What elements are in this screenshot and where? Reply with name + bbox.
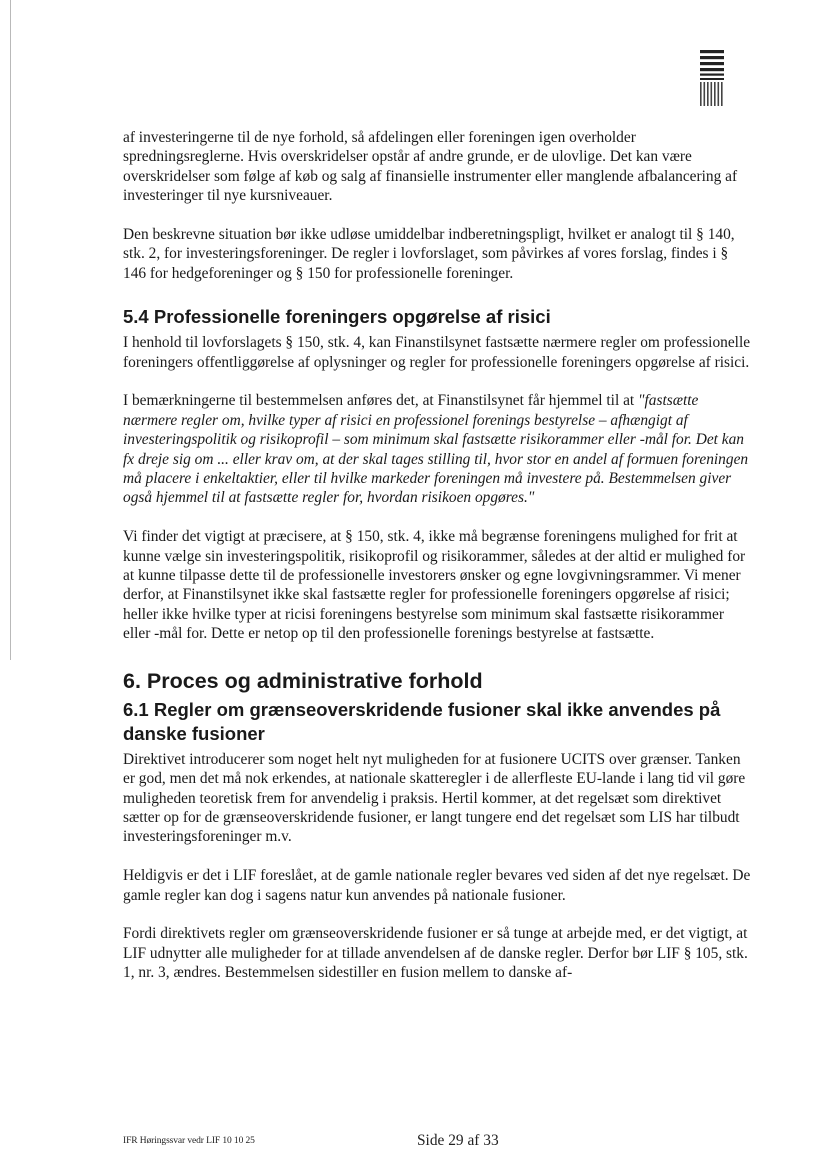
paragraph-our-position: Vi finder det vigtigt at præcisere, at § 150, stk. 4, ikke må begrænse foreningens mulighed for frit at kunne vælge sin investeringspolitik, risikoprofil og risikorammer, således at der altid er mulighed for at kunne tilpasse dette til de professionelle investorers ønsker og egne lovgivningsrammer. Vi mener derfor, at Finanstilsynet ikke skal fastsætte regler for professionelle foreningers opgørelse af risici; heller ikke hvilke typer at ricisi foreningens bestyrelse som minimum skal fastsætte risikorammer eller -mål for. Dette er netop op til den professionelle forenings bestyrelse at fastsætte. [123, 528, 746, 643]
remarks-quote-text: "fastsætte nærmere regler om, hvilke typer af risici en professionel forenings bestyrelse – afhængigt af investeringspolitik og risikoprofil – som minimum skal fastsætte risikorammer eller -mål for. Det kan fx dreje sig om ... eller krav om, at der skal tages stilling til, hvor stor en andel af formuen foreningen må placere i enkeltaktier, eller til hvilke markeder foreningen må investere på. Bestemmelsen giver også hjemmel til at fastsætte regler for, hvordan risikoen opgøres." [123, 392, 749, 507]
paragraph-risk-regulation: I henhold til lovforslagets § 150, stk. 4, kan Finanstilsynet fastsætte nærmere regler om professionelle foreningers offentliggørelse af oplysninger og regler for professionelle foreningers opgørelse af risici. [123, 334, 751, 371]
document-body [123, 128, 753, 983]
section-heading-5-4: 5.4 Professionelle foreningers opgørelse af risici [123, 306, 551, 328]
scan-margin-line [10, 0, 11, 660]
paragraph-directive-mergers: Direktivet introducerer som noget helt nyt muligheden for at fusionere UCITS over grænser. Tanken er god, men det må nok erkendes, at nationale skatteregler i de allerfleste EU-lande i lang tid vil gøre muligheden teoretisk frem for anvendelig i praksis. Hertil kommer, at det regelsæt som direktivet sætter op for de grænseoverskridende fusioner, er langt tungere end det regelsæt som LIS har tilbudt investeringsforeninger m.v. [123, 750, 746, 846]
paragraph-remarks-quote [123, 391, 753, 507]
paragraph-lif-amendment: Fordi direktivets regler om grænseoverskridende fusioner er så tunge at arbejde med, er det vigtigt, at LIF udnytter alle muligheder for at tillade anvendelsen af de danske regler. Derfor bør LIF § 105, stk. 1, nr. 3, ændres. Bestemmelsen sidestiller en fusion mellem to danske af- [123, 925, 748, 982]
organization-logo [697, 48, 727, 108]
section-heading-6-1: 6.1 Regler om grænseoverskridende fusioner skal ikke anvendes på danske fusioner [123, 698, 721, 744]
footer-page-number: Side 29 af 33 [417, 1132, 499, 1149]
section-heading-6: 6. Proces og administrative forhold [123, 668, 483, 693]
paragraph-old-rules: Heldigvis er det i LIF foreslået, at de gamle nationale regler bevares ved siden af det nye regelsæt. De gamle regler kan dog i sagens natur kun anvendes på nationale fusioner. [123, 867, 751, 904]
paragraph-reporting-obligation: Den beskrevne situation bør ikke udløse umiddelbar indberetningspligt, hvilket er analogt til § 140, stk. 2, for investeringsforeninger. De regler i lovforslaget, som påvirkes af vores forslag, findes i § 146 for hedgeforeninger og § 150 for professionelle foreninger. [123, 226, 735, 282]
remarks-intro-text: I bemærkningerne til bestemmelsen anføres det, at Finanstilsynet får hjemmel til at [123, 392, 639, 410]
footer-document-reference: IFR Høringssvar vedr LIF 10 10 25 [123, 1136, 255, 1146]
paragraph-investment-limits: af investeringerne til de nye forhold, så afdelingen eller foreningen igen overholder spredningsreglerne. Hvis overskridelser opstår af andre grunde, er de ulovlige. Det kan være overskridelser som følge af køb og salg af finansielle instrumenter eller manglende afbalancering af investeringer til nye kursniveauer. [123, 129, 738, 205]
